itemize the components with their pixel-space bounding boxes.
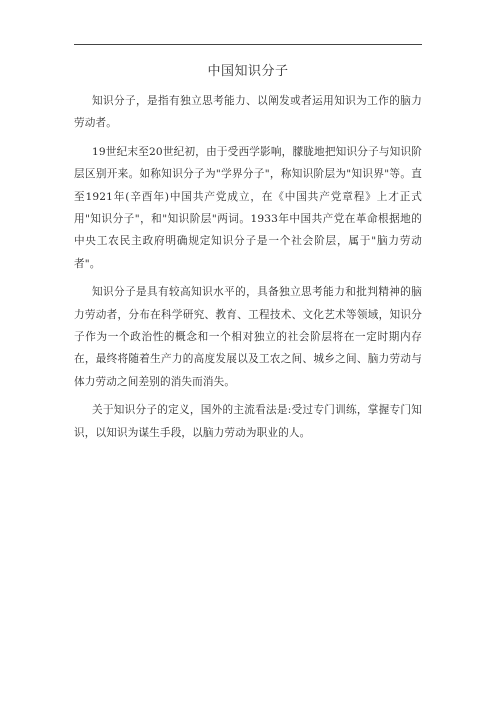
document-body xyxy=(74,90,422,450)
paragraph-definition: 知识分子，是指有独立思考能力、以阐发或者运用知识为工作的脑力劳动者。 xyxy=(74,95,422,130)
paragraph-characteristics: 知识分子是具有较高知识水平的，具备独立思考能力和批判精神的脑力劳动者，分布在科学研究、教育、工程技术、文化艺术等领域，知识分子作为一个政治性的概念和一个相对独立的社会阶层将在一定时期内存在，最终将随着生产力的高度发展以及工农之间、城乡之间、脑力劳动与体力劳动之间差别的消失而消失。 xyxy=(74,286,422,388)
paragraph-history: 19世纪末至20世纪初，由于受西学影响，朦胧地把知识分子与知识阶层区别开来。如称知识分子为"学界分子"，称知识阶层为"知识界"等。直至1921年(辛酉年)中国共产党成立，在《中国共产党章程》上才正式用"知识分子"，和"知识阶层"两词。1933年中国共产党在革命根据地的中央工农民主政府明确规定知识分子是一个社会阶层，属于"脑力劳动者"。 xyxy=(74,145,422,270)
paragraph-foreign-definition: 关于知识分子的定义，国外的主流看法是:受过专门训练，掌握专门知识，以知识为谋生手段，以脑力劳动为职业的人。 xyxy=(74,404,422,439)
header-divider xyxy=(74,44,422,45)
document-title: 中国知识分子 xyxy=(207,64,289,79)
